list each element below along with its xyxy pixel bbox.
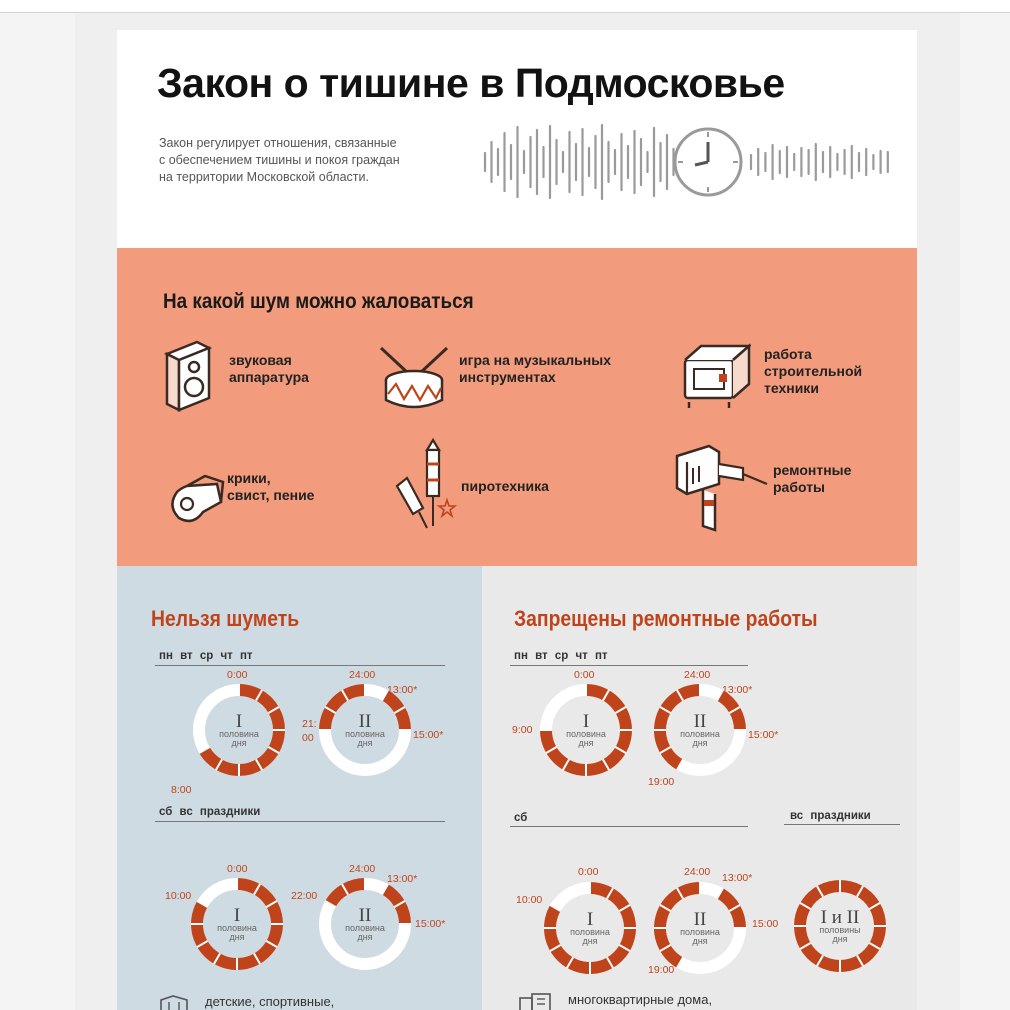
- clock-half-label: II: [693, 710, 707, 732]
- footer-text: многоквартирные дома,: [568, 992, 713, 1007]
- time-label: 21:: [302, 718, 317, 730]
- time-label: 00: [302, 732, 314, 744]
- time-label: 19:00: [648, 964, 675, 976]
- noise-item-fireworks-label: пиротехника: [461, 478, 549, 494]
- time-label: 10:00: [165, 890, 192, 902]
- noise-item-instruments-label: игра на музыкальных инструментах: [459, 352, 611, 385]
- time-label: 15:00: [752, 918, 779, 930]
- clock-right-holiday: I и II половины дня: [794, 880, 886, 972]
- time-label: 0:00: [227, 863, 248, 875]
- time-label: 0:00: [578, 866, 599, 878]
- time-label: 24:00: [349, 863, 376, 875]
- time-label: 24:00: [349, 669, 376, 681]
- clock-left-weekday-1: I половина дня: [193, 684, 285, 776]
- divider: [784, 824, 900, 825]
- clock-left-weekend-2: II половина дня: [319, 878, 411, 970]
- time-label: 24:00: [684, 866, 711, 878]
- noise-item-construction-label: работа строительной техники: [764, 346, 863, 396]
- divider: [510, 665, 748, 666]
- repair-ban-title: Запрещены ремонтные работы: [514, 606, 818, 631]
- divider: [155, 665, 445, 666]
- clock-half-label: I: [586, 908, 594, 930]
- time-label: 19:00: [648, 776, 675, 788]
- page-title: Закон о тишине в Подмосковье: [157, 60, 785, 106]
- apartment-building-icon: [518, 992, 552, 1010]
- clock-half-label: I и II: [820, 906, 860, 928]
- time-label: 13:00*: [387, 873, 418, 885]
- clock-half-label: I: [235, 710, 243, 732]
- footer-text: детские, спортивные,: [205, 994, 335, 1009]
- noise-item-repair-label: ремонтные работы: [773, 462, 852, 495]
- clock-half-label: I: [582, 710, 590, 732]
- generator-icon: [679, 338, 751, 410]
- speaker-icon: [161, 338, 213, 414]
- weekday-label: пн вт ср чт пт: [159, 650, 253, 662]
- time-label: 8:00: [171, 784, 192, 796]
- noise-item-shouting-label: крики, свист, пение: [227, 470, 315, 503]
- time-label: 15:00*: [415, 918, 446, 930]
- clock-half-label: II: [358, 710, 372, 732]
- drill-icon: [673, 444, 769, 534]
- time-label: 13:00*: [722, 684, 753, 696]
- time-label: 9:00: [512, 724, 533, 736]
- weekend-label: сб вс праздники: [159, 806, 261, 818]
- sound-wave-clock-icon: [479, 122, 909, 202]
- intro-text: Закон регулирует отношения, связанные с обеспечением тишины и покоя граждан на территории Московской области.: [159, 136, 400, 184]
- repair-ban-panel: [482, 566, 917, 1010]
- no-noise-panel: [117, 566, 482, 1010]
- browser-top-bar: [0, 0, 1010, 13]
- time-label: 0:00: [227, 669, 248, 681]
- time-label: 24:00: [684, 669, 711, 681]
- no-noise-title: Нельзя шуметь: [151, 606, 300, 631]
- time-label: 13:00*: [387, 684, 418, 696]
- clock-right-sat-1: I половина дня: [544, 882, 636, 974]
- divider: [510, 826, 748, 827]
- noise-complaints-section: [117, 248, 917, 566]
- clock-half-label: I: [233, 904, 241, 926]
- divider: [155, 821, 445, 822]
- clock-left-weekday-2: II половина дня: [319, 684, 411, 776]
- time-label: 15:00*: [748, 729, 779, 741]
- time-label: 0:00: [574, 669, 595, 681]
- clock-half-label: II: [358, 904, 372, 926]
- clock-right-sat-2: II половина дня: [654, 882, 746, 974]
- clock-left-weekend-1: I половина дня: [191, 878, 283, 970]
- time-label: 15:00*: [413, 729, 444, 741]
- saturday-label: сб: [514, 812, 528, 824]
- infographic-card: [117, 30, 917, 1010]
- time-label: 13:00*: [722, 872, 753, 884]
- weekday-label: пн вт ср чт пт: [514, 650, 608, 662]
- clock-half-label: II: [693, 908, 707, 930]
- time-label: 10:00: [516, 894, 543, 906]
- noise-item-audio-label: звуковая аппаратура: [229, 352, 309, 385]
- holiday-label: вс праздники: [790, 810, 871, 822]
- clock-right-weekday-2: II половина дня: [654, 684, 746, 776]
- clock-right-weekday-1: I половина дня: [540, 684, 632, 776]
- drum-icon: [379, 344, 449, 414]
- time-label: 22:00: [291, 890, 318, 902]
- fireworks-icon: [391, 434, 457, 530]
- whistle-icon: [165, 466, 227, 526]
- building-icon: [159, 994, 189, 1010]
- noise-section-title: На какой шум можно жаловаться: [163, 290, 474, 313]
